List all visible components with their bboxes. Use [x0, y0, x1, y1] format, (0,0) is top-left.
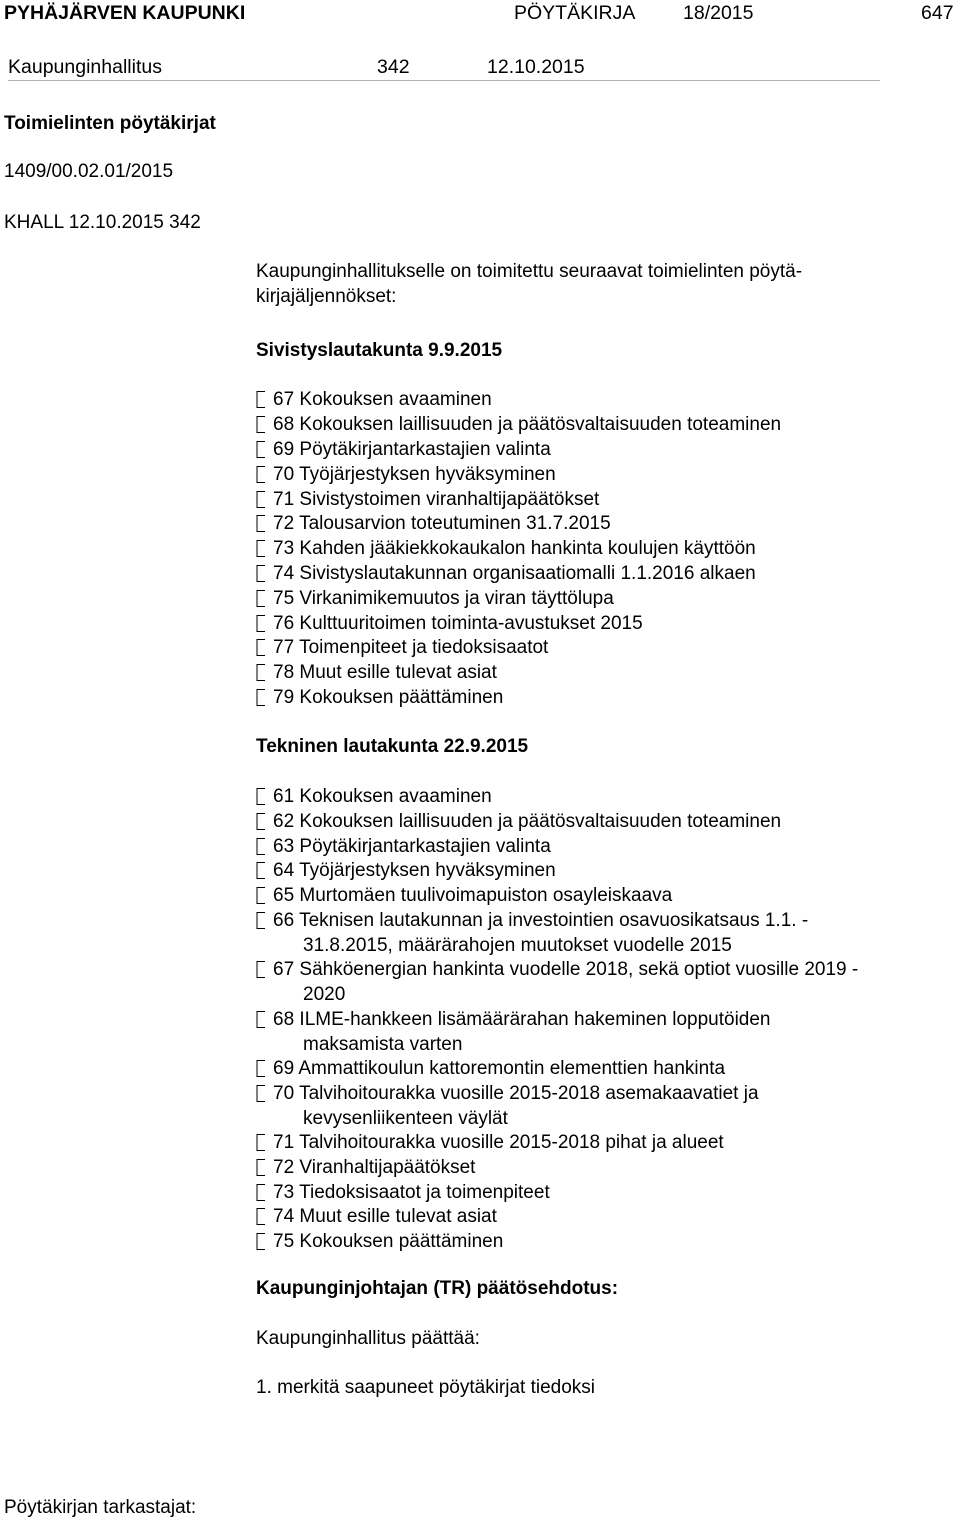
section-heading: Tekninen lautakunta 22.9.2015 — [256, 736, 529, 757]
list-item — [256, 488, 876, 513]
list-bracket-icon — [256, 961, 266, 978]
list-item — [256, 1230, 876, 1255]
list-bracket-icon — [256, 1085, 266, 1102]
list-item — [256, 413, 876, 438]
list-item — [256, 835, 876, 860]
list-item-text: 65 Murtomäen tuulivoimapuiston osayleiskaava — [273, 885, 673, 906]
list-item — [256, 661, 876, 686]
list-item — [256, 562, 876, 587]
list-item-text: 63 Pöytäkirjantarkastajien valinta — [273, 836, 551, 857]
list-item-text: 79 Kokouksen päättäminen — [273, 687, 504, 708]
document-number: 18/2015 — [683, 2, 754, 24]
list-bracket-icon — [256, 515, 266, 532]
list-bracket-icon — [256, 491, 266, 508]
list-item-text: 67 Kokouksen avaaminen — [273, 389, 492, 410]
list-item-text: 72 Talousarvion toteutuminen 31.7.2015 — [273, 513, 611, 534]
list-bracket-icon — [256, 912, 266, 929]
list-bracket-icon — [256, 838, 266, 855]
list-item — [256, 463, 876, 488]
list-bracket-icon — [256, 862, 266, 879]
list-bracket-icon — [256, 540, 266, 557]
list-bracket-icon — [256, 1134, 266, 1151]
list-bracket-icon — [256, 1233, 266, 1250]
decision-item: 1. merkitä saapuneet pöytäkirjat tiedoksi — [256, 1377, 596, 1398]
document-type: PÖYTÄKIRJA — [514, 2, 636, 24]
agenda-topic-title: Toimielinten pöytäkirjat — [4, 113, 216, 134]
list-item — [256, 1181, 876, 1206]
list-item-text: 67 Sähköenergian hankinta vuodelle 2018, sekä optiot vuosille 2019 - 2020 — [273, 959, 859, 1005]
list-item — [256, 612, 876, 637]
list-bracket-icon — [256, 1011, 266, 1028]
list-bracket-icon — [256, 615, 266, 632]
list-item-text: 61 Kokouksen avaaminen — [273, 786, 492, 807]
list-item-text: 69 Pöytäkirjantarkastajien valinta — [273, 439, 551, 460]
list-item-text: 70 Talvihoitourakka vuosille 2015-2018 asemakaavatiet ja kevysenliikenteen väylät — [273, 1083, 759, 1129]
list-bracket-icon — [256, 391, 266, 408]
list-item-text: 73 Kahden jääkiekkokaukalon hankinta koulujen käyttöön — [273, 538, 756, 559]
list-item-text: 71 Talvihoitourakka vuosille 2015-2018 pihat ja alueet — [273, 1132, 724, 1153]
list-item-text: 69 Ammattikoulun kattoremontin elementtien hankinta — [273, 1058, 726, 1079]
list-bracket-icon — [256, 664, 266, 681]
list-bracket-icon — [256, 1184, 266, 1201]
list-item-text: 71 Sivistystoimen viranhaltijapäätökset — [273, 489, 600, 510]
list-item — [256, 537, 876, 562]
list-item-text: 64 Työjärjestyksen hyväksyminen — [273, 860, 556, 881]
list-item — [256, 909, 876, 959]
list-bracket-icon — [256, 639, 266, 656]
list-item-text: 78 Muut esille tulevat asiat — [273, 662, 497, 683]
list-item-text: 66 Teknisen lautakunnan ja investointien osavuosikatsaus 1.1. - 31.8.2015, määrärahojen muutokset vuodelle 2015 — [273, 910, 809, 956]
section-heading: Sivistyslautakunta 9.9.2015 — [256, 340, 503, 361]
list-item — [256, 1008, 876, 1058]
list-item-text: 72 Viranhaltijapäätökset — [273, 1157, 476, 1178]
organization-name: PYHÄJÄRVEN KAUPUNKI — [4, 2, 246, 24]
list-bracket-icon — [256, 416, 266, 433]
reviewers-label: Pöytäkirjan tarkastajat: — [4, 1497, 197, 1518]
list-item — [256, 1057, 876, 1082]
header-divider — [8, 80, 880, 81]
list-item — [256, 884, 876, 909]
diary-number: 1409/00.02.01/2015 — [4, 161, 174, 182]
list-item-text: 70 Työjärjestyksen hyväksyminen — [273, 464, 556, 485]
list-item — [256, 1205, 876, 1230]
list-item — [256, 785, 876, 810]
list-bracket-icon — [256, 813, 266, 830]
list-bracket-icon — [256, 788, 266, 805]
section-number: 342 — [377, 56, 410, 78]
governing-body: Kaupunginhallitus — [8, 56, 162, 78]
list-bracket-icon — [256, 441, 266, 458]
list-bracket-icon — [256, 1208, 266, 1225]
list-bracket-icon — [256, 590, 266, 607]
list-item — [256, 512, 876, 537]
list-item — [256, 859, 876, 884]
list-item — [256, 810, 876, 835]
list-item-text: 76 Kulttuuritoimen toiminta-avustukset 2015 — [273, 613, 643, 634]
list-item-text: 73 Tiedoksisaatot ja toimenpiteet — [273, 1182, 550, 1203]
meeting-reference: KHALL 12.10.2015 342 — [4, 212, 201, 233]
list-item — [256, 1131, 876, 1156]
list-item-text: 75 Kokouksen päättäminen — [273, 1231, 504, 1252]
list-item-text: 74 Sivistyslautakunnan organisaatiomalli 1.1.2016 alkaen — [273, 563, 756, 584]
list-bracket-icon — [256, 1159, 266, 1176]
board-decides: Kaupunginhallitus päättää: — [256, 1328, 480, 1349]
list-item-text: 68 Kokouksen laillisuuden ja päätösvaltaisuuden toteaminen — [273, 414, 782, 435]
list-item — [256, 958, 876, 1008]
page-number: 647 — [921, 2, 954, 24]
list-item-text: 68 ILME-hankkeen lisämäärärahan hakeminen lopputöiden maksamista varten — [273, 1009, 771, 1055]
meeting-date: 12.10.2015 — [487, 56, 585, 78]
list-bracket-icon — [256, 1060, 266, 1077]
list-item — [256, 636, 876, 661]
list-item — [256, 1082, 876, 1132]
list-bracket-icon — [256, 689, 266, 706]
list-item — [256, 388, 876, 413]
proposal-heading: Kaupunginjohtajan (TR) päätösehdotus: — [256, 1278, 619, 1299]
intro-paragraph: Kaupunginhallitukselle on toimitettu seuraavat toimielinten pöytä-kirjajäljennökset: — [256, 261, 803, 307]
list-item — [256, 438, 876, 463]
list-bracket-icon — [256, 466, 266, 483]
list-bracket-icon — [256, 887, 266, 904]
list-bracket-icon — [256, 565, 266, 582]
list-item — [256, 1156, 876, 1181]
list-item-text: 74 Muut esille tulevat asiat — [273, 1206, 497, 1227]
list-item — [256, 587, 876, 612]
list-item — [256, 686, 876, 711]
list-item-text: 75 Virkanimikemuutos ja viran täyttölupa — [273, 588, 614, 609]
list-item-text: 62 Kokouksen laillisuuden ja päätösvaltaisuuden toteaminen — [273, 811, 782, 832]
list-item-text: 77 Toimenpiteet ja tiedoksisaatot — [273, 637, 549, 658]
